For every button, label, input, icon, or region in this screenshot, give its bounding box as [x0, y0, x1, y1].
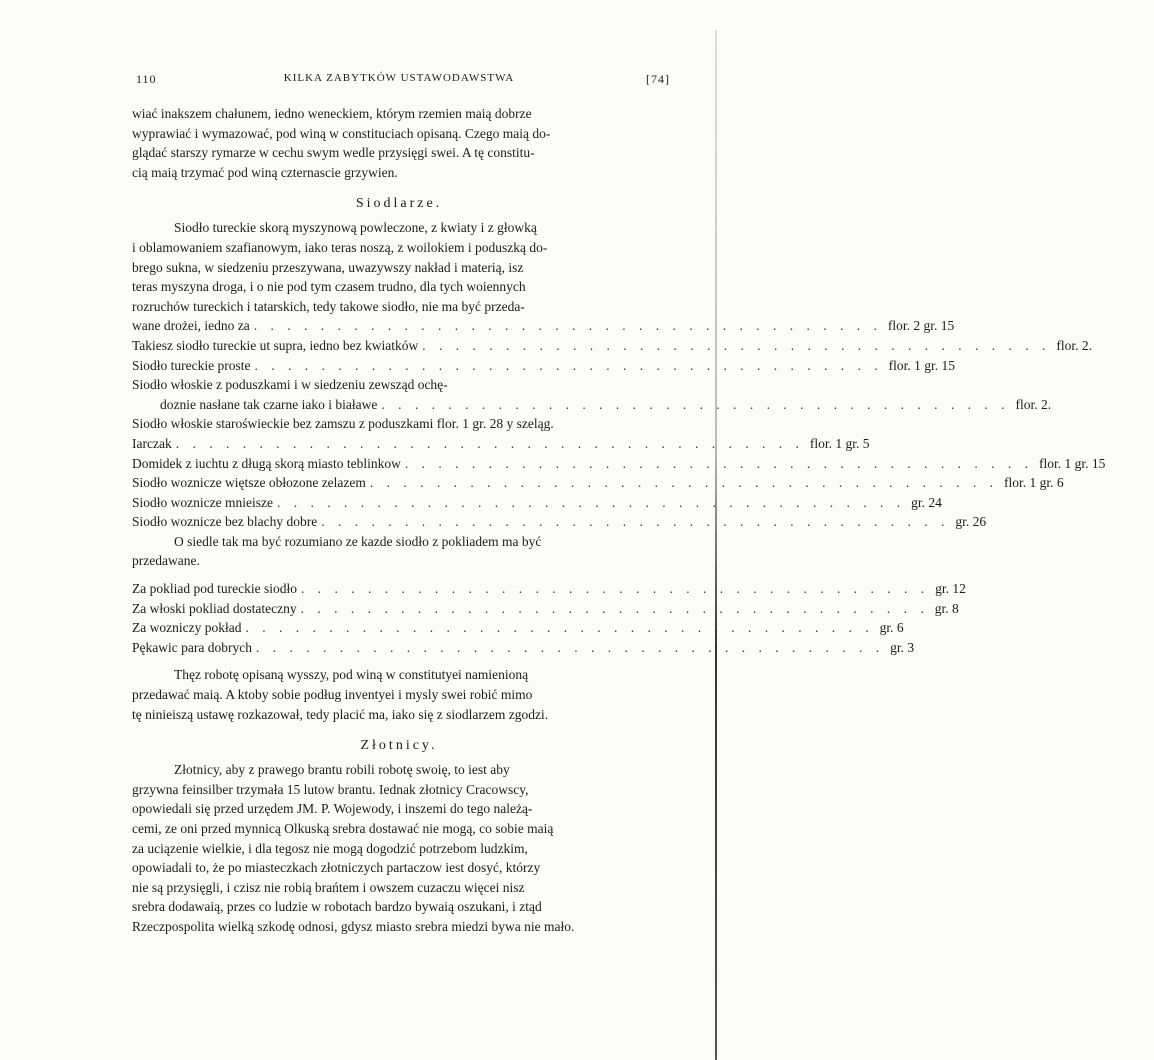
- text-line: wyprawiać i wymazować, pod winą w constituciach opisaną. Czego maią do-: [132, 125, 551, 141]
- zlotnicy-paragraph: [132, 760, 666, 936]
- text-line: Rzeczpospolita wielką szkodę odnosi, gdysz miasto srebra miedzi bywa nie mało.: [132, 918, 575, 934]
- item-price: flor. 1 gr. 15: [1038, 455, 1106, 471]
- dot-leader: . . . . . . . . . . . . . . . . . . . . . . . . . . . . . . . . . . . . . .: [253, 318, 882, 334]
- dot-leader: . . . . . . . . . . . . . . . . . . . . . . . . . . . . . . . . . . . . . .: [404, 455, 1033, 471]
- closing-paragraph: [132, 665, 666, 724]
- price-list-item: [132, 454, 1106, 474]
- text-line: za uciązenie wielkie, i dla tegosz nie mogą dogodzić potrzebom ludzkim,: [132, 840, 528, 856]
- item-description: Pękawic para dobrych: [132, 639, 252, 655]
- text-line: brego sukna, w siedzeniu przeszywana, uwazywszy nakład i materią, isz: [132, 259, 524, 275]
- price-list-item: [132, 512, 987, 532]
- text-line: cemi, ze oni przed mynnicą Olkuską srebra dostawać nie mogą, co sobie maią: [132, 821, 554, 836]
- price-list-item: [132, 618, 904, 638]
- price-list-item: [132, 375, 666, 395]
- item-price: flor. 1 gr. 15: [888, 357, 955, 373]
- section-title-zlotnicy: Złotnicy.: [360, 738, 438, 754]
- running-head: [132, 72, 670, 90]
- text-line: nie są przysięgli, i czisz nie robią brańtem i owszem cuzaczu więcei nisz: [132, 879, 525, 895]
- item-price: gr. 3: [890, 639, 915, 655]
- item-price: gr. 24: [911, 494, 942, 510]
- item-description: Siodło woznicze mnieisze: [132, 494, 273, 510]
- page-reference: [74]: [646, 72, 670, 86]
- price-list-item: [132, 493, 942, 513]
- text-line: Złotnicy, aby z prawego brantu robili robotę swoię, to iest aby: [174, 762, 510, 778]
- item-price: gr. 26: [955, 514, 987, 530]
- price-list-item: [132, 638, 915, 658]
- text-line: przedawane.: [132, 553, 200, 569]
- item-price: gr. 6: [879, 620, 904, 636]
- dot-leader: . . . . . . . . . . . . . . . . . . . . . . . . . . . . . . . . . . . . . .: [321, 514, 950, 530]
- dot-leader: . . . . . . . . . . . . . . . . . . . . . . . . . . . . . . . . . . . . . .: [369, 475, 999, 491]
- page-number: 110: [136, 72, 157, 86]
- price-list-item: [132, 599, 959, 619]
- price-list-item: [132, 395, 1052, 415]
- item-description: doznie nasłane tak czarne iako i białawe: [160, 396, 378, 412]
- text-line: opowiadali to, że po miasteczkach złotniczych partaczow iest dosyć, którzy: [132, 860, 541, 876]
- item-description: Siodło włoskie z poduszkami i w siedzeniu zewsząd ochę-: [132, 377, 448, 393]
- item-description: wane drożei, iedno za: [132, 318, 250, 334]
- item-description: Siodło tureckie proste: [132, 357, 251, 373]
- price-list-item: [132, 579, 966, 599]
- price-list-item: [132, 414, 666, 434]
- dot-leader: . . . . . . . . . . . . . . . . . . . . . . . . . . . . . . . . . . . . . .: [300, 581, 930, 597]
- price-list-item: [132, 356, 955, 376]
- item-price: flor. 1 gr. 5: [809, 435, 870, 451]
- intro-paragraph: [132, 104, 666, 182]
- item-description: Za pokliad pod tureckie siodło: [132, 581, 297, 597]
- dot-leader: . . . . . . . . . . . . . . . . . . . . . . . . . . . . . . . . . . . . . .: [175, 435, 804, 451]
- item-price: flor. 2.: [1015, 396, 1052, 412]
- text-line: grzywna feinsilber trzymała 15 lutow brantu. Iednak złotnicy Cracowscy,: [132, 781, 529, 797]
- price-list-item: [132, 336, 1092, 356]
- text-line: teras myszyna droga, i o nie pod tym czasem trudno, dla tych woiennych: [132, 279, 526, 295]
- price-list: [132, 316, 1106, 532]
- dot-leader: . . . . . . . . . . . . . . . . . . . . . . . . . . . . . . . . . . . . . .: [422, 337, 1051, 353]
- item-description: Takiesz siodło tureckie ut supra, iedno bez kwiatków: [132, 337, 419, 353]
- text-line: glądać starszy rymarze w cechu swym wedle przysięgi swei. A tę constitu-: [132, 145, 535, 161]
- text-line: Siodło tureckie skorą myszynową powleczone, z kwiaty i z głowką: [174, 220, 537, 236]
- page: [132, 72, 1106, 937]
- item-description: Siodło woznicze bez blachy dobre: [132, 514, 318, 530]
- price-list-item: [132, 473, 1064, 493]
- dot-leader: . . . . . . . . . . . . . . . . . . . . . . . . . . . . . . . . . . . . . .: [300, 600, 929, 616]
- item-description: Domidek z iuchtu z długą skorą miasto teblinkow: [132, 455, 401, 471]
- section-title-siodlarze: Siodlarze.: [355, 196, 443, 212]
- item-price: gr. 8: [934, 600, 959, 616]
- text-line: Thęz robotę opisaną wysszy, pod winą w constitutyei namienioną: [174, 667, 529, 683]
- text-line: cią maią trzymać pod winą czternascie grzywien.: [132, 164, 398, 180]
- item-price: flor. 1 gr. 6: [1004, 475, 1064, 491]
- dot-leader: . . . . . . . . . . . . . . . . . . . . . . . . . . . . . . . . . . . . . .: [255, 639, 885, 655]
- dot-leader: . . . . . . . . . . . . . . . . . . . . . . . . . . . . . . . . . . . . . .: [276, 494, 906, 510]
- text-line: srebra dodawaią, przes co ludzie w robotach bardzo bywaią oszukani, i ztąd: [132, 899, 542, 915]
- running-title: KILKA ZABYTKÓW USTAWODAWSTWA: [283, 72, 515, 84]
- text-line: i oblamowaniem szafianowym, iako teras noszą, z woilokiem i poduszką do-: [132, 239, 548, 255]
- text-line: przedawać maią. A ktoby sobie podług inventyei i mysly swei robić mimo: [132, 687, 533, 703]
- text-line: wiać inakszem chałunem, iedno weneckiem, którym rzemien maią dobrze: [132, 106, 532, 121]
- dot-leader: . . . . . . . . . . . . . . . . . . . . . . . . . . . . . . . . . . . . . .: [254, 357, 883, 373]
- text-line: tę ninieiszą ustawę rozkazował, tedy placić ma, iako się z siodlarzem zgodzi.: [132, 706, 549, 722]
- after-list-paragraph: [132, 532, 666, 571]
- item-description: Siodło woznicze więtsze obłozone zelazem: [132, 475, 366, 491]
- dot-leader: . . . . . . . . . . . . . . . . . . . . . . . . . . . . . . . . . . . . . .: [245, 620, 874, 636]
- item-price: gr. 12: [935, 581, 966, 597]
- item-description: Siodło włoskie staroświeckie bez zamszu z poduszkami flor. 1 gr. 28 y szeląg.: [132, 416, 554, 432]
- pokliad-price-list: [132, 579, 966, 657]
- text-line: O siedle tak ma być rozumiano ze kazde siodło z pokliadem ma być: [174, 533, 542, 549]
- price-list-item: [132, 434, 870, 454]
- item-price: flor. 2 gr. 15: [887, 318, 955, 334]
- item-description: Za włoski pokliad dostateczny: [132, 600, 297, 616]
- page-edge-line: [715, 30, 717, 1060]
- dot-leader: . . . . . . . . . . . . . . . . . . . . . . . . . . . . . . . . . . . . . .: [381, 396, 1010, 412]
- item-description: Iarczak: [132, 435, 172, 451]
- text-line: opowiedali się przed urzędem JM. P. Wojewody, i inszemi do tego należą-: [132, 801, 533, 817]
- text-line: rozruchów tureckich i tatarskich, tedy takowe siodło, nie ma być przeda-: [132, 298, 525, 314]
- price-list-item: [132, 316, 955, 336]
- siodlarze-paragraph: [132, 218, 666, 316]
- item-price: flor. 2.: [1056, 337, 1092, 353]
- item-description: Za wozniczy pokład: [132, 620, 242, 636]
